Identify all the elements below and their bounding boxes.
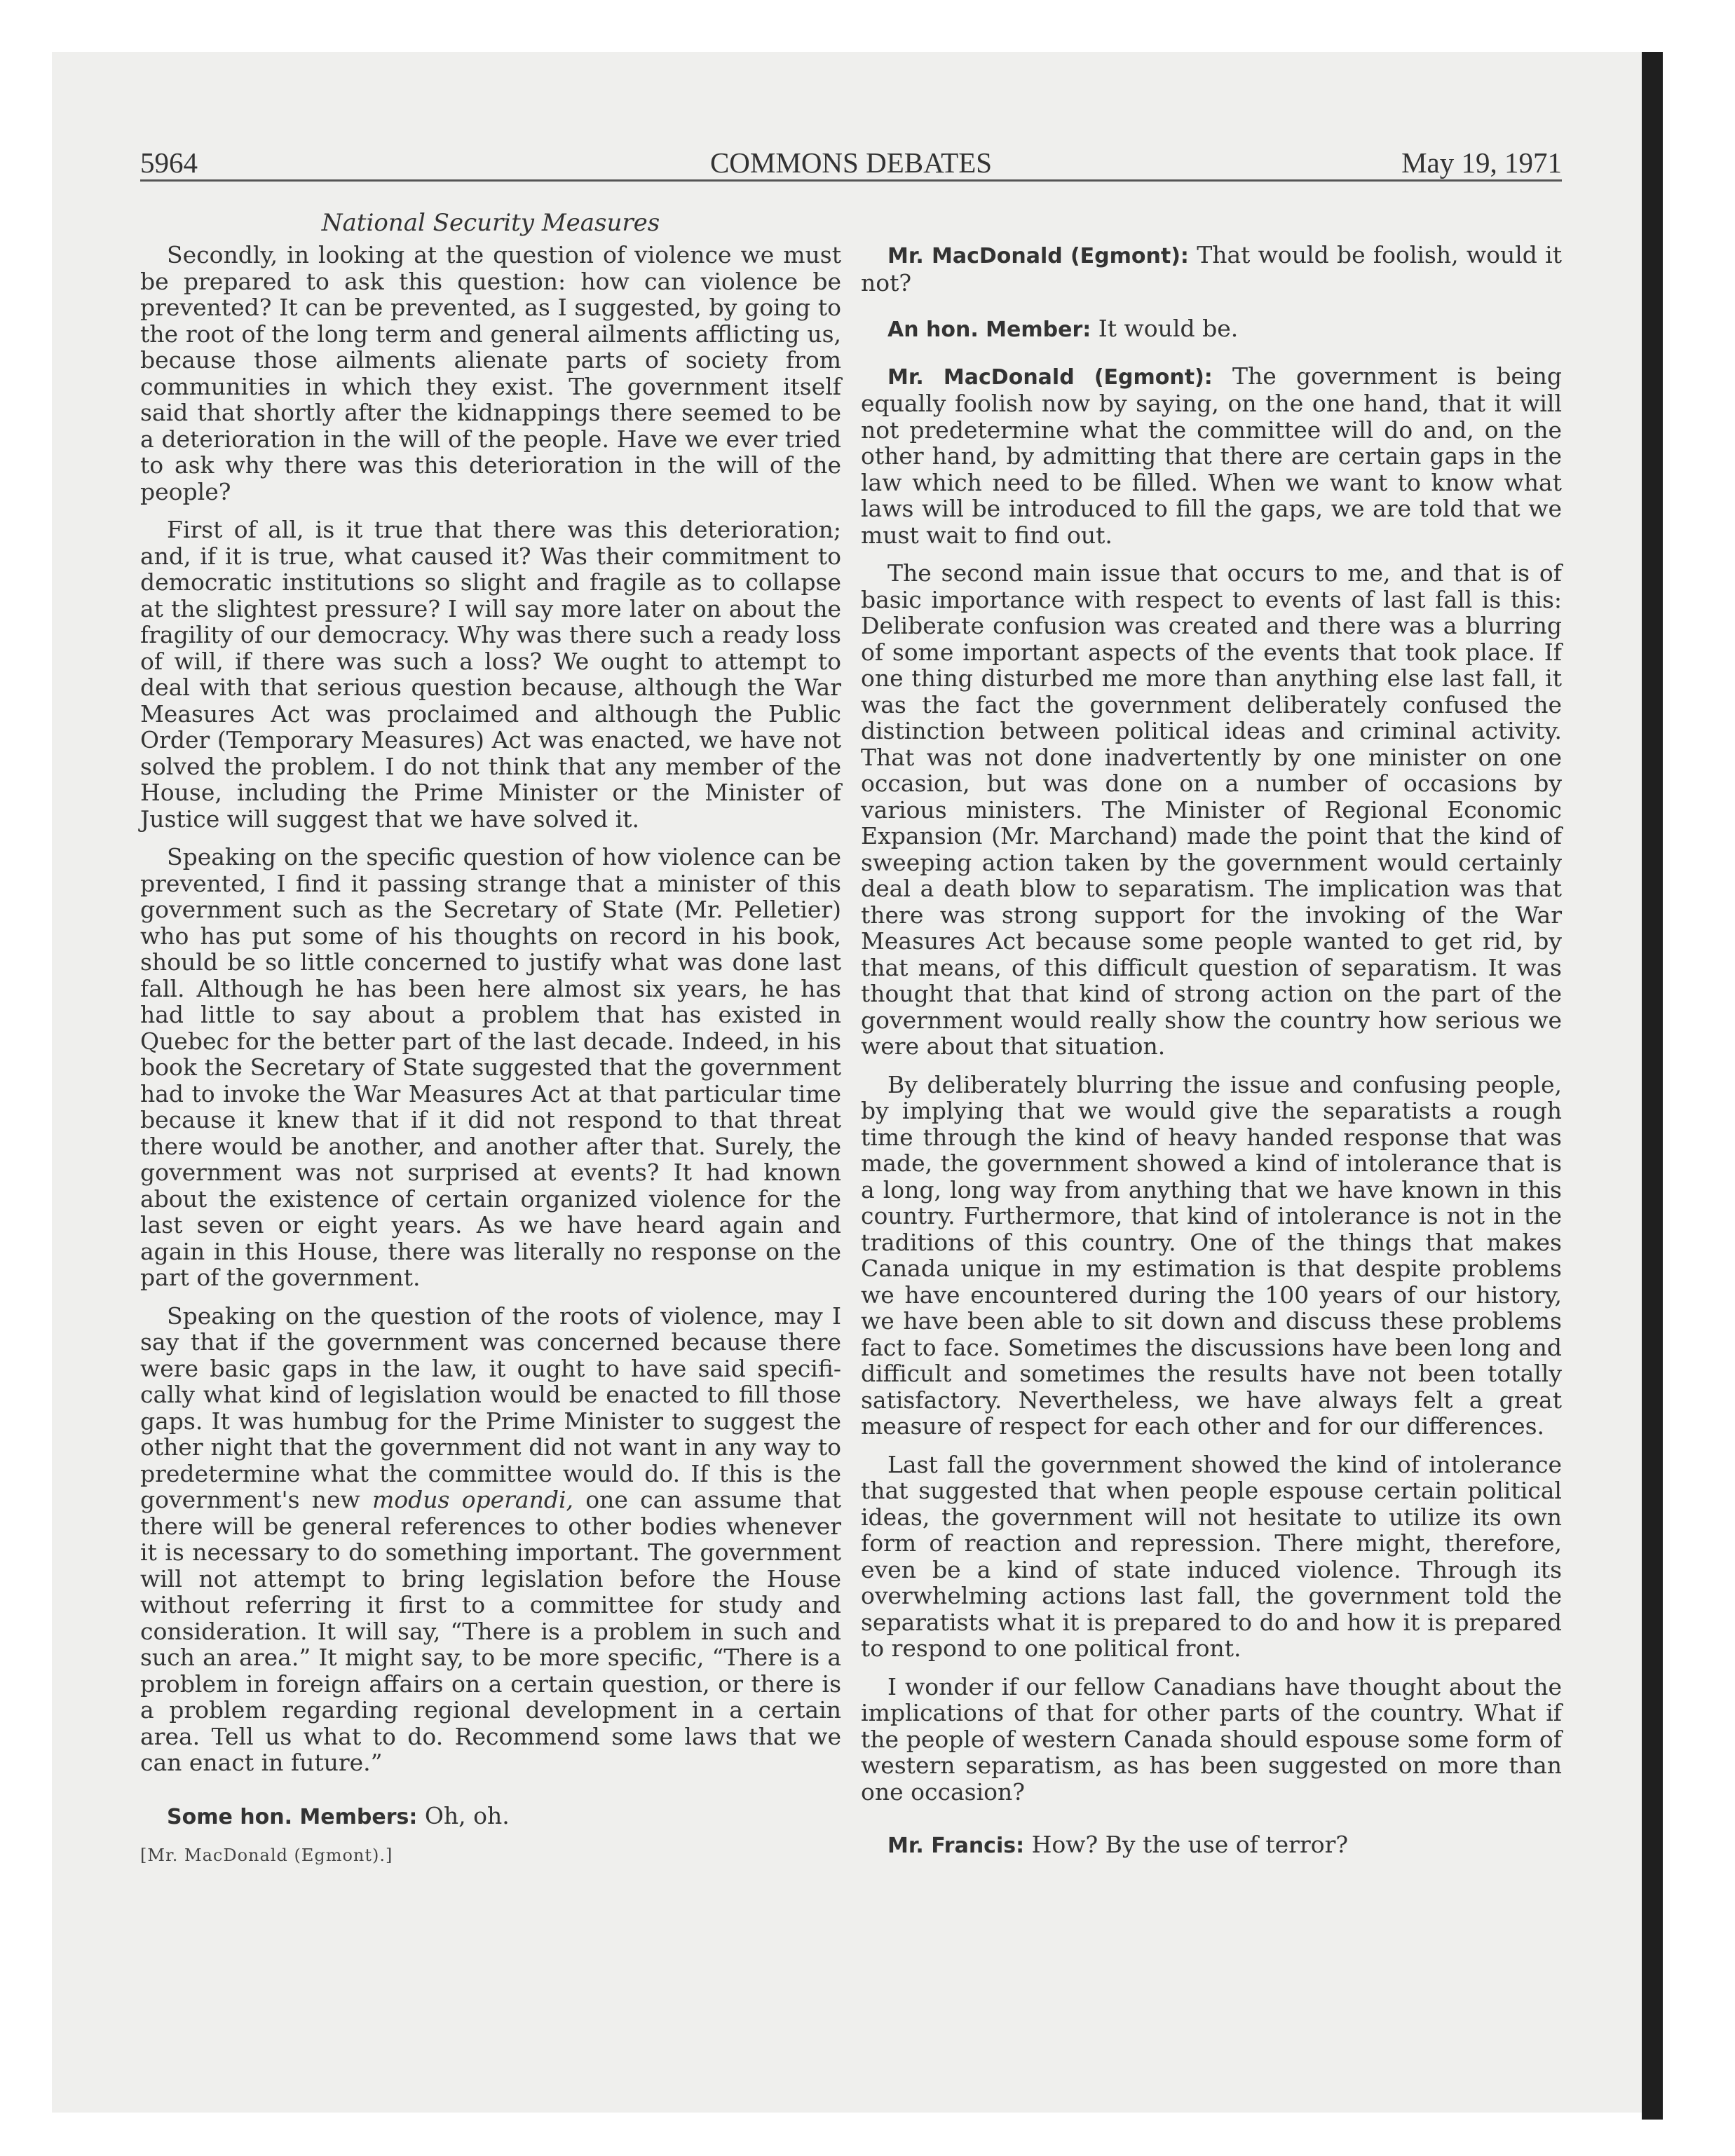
interjection — [861, 363, 1562, 549]
left-column — [140, 242, 841, 1869]
speech-text: How? By the use of terror? — [1031, 1831, 1349, 1858]
paragraph-text: one can assume that there will be general references to other bodies whenever it is necessary to do something important. The government will not attempt to bring legislation before the House without referring it first to a committee for study and consideration. It will say, “There is a problem in such and such an area.” It might say, to be more specific, “There is a problem in foreign affairs on a certain question, or there is a problem regarding regional development in a certain area. Tell us what to do. Recommend some laws that we can enact in future.” — [140, 1486, 841, 1776]
issue-date: May 19, 1971 — [1401, 146, 1562, 179]
speech-text: Oh, oh. — [424, 1801, 510, 1829]
speaker-attribution: [Mr. MacDonald (Egmont).] — [140, 1845, 393, 1865]
page-number: 5964 — [140, 146, 198, 179]
running-header — [140, 146, 1562, 182]
latin-phrase: modus operandi, — [372, 1486, 574, 1513]
interjection — [140, 1803, 841, 1831]
speech-text: It would be. — [1098, 315, 1239, 342]
paragraph: Last fall the government showed the kind of intolerance that suggested that when people espouse certain political ideas, the government will not hesitate to utilize its own form of reaction and repression. There might, therefore, even be a kind of state induced violence. Through its overwhelming actions last fall, the government told the separatists what it is prepared to do and how it is prepared to respond to one political front. — [861, 1450, 1562, 1662]
right-column — [861, 242, 1562, 1871]
speech-text: That would be foolish, would it not? — [861, 241, 1562, 296]
speaker-name: Mr. MacDonald (Egmont): — [887, 244, 1189, 268]
header-rule — [140, 179, 1562, 182]
interjection — [861, 242, 1562, 296]
paragraph — [140, 1303, 841, 1776]
paragraph: The second main issue that occurs to me, and that is of basic importance with respect to events of last fall is this: Deliberate confusion was created and there was a blurring of some important aspects of the events that took place. If one thing disturbed me more than anything else last fall, it was the fact the government deliberately confused the distinction between political ideas and criminal activity. That was not done inadvertently by one minister on one occasion, but was done on a number of occasions by various ministers. The Minister of Regional Economic Expansion (Mr. Marchand) made the point that the kind of sweeping action taken by the government would certainly deal a death blow to separatism. The implication was that there was strong support for the invoking of the War Measures Act because some people wanted to get rid, by that means, of this difficult question of separatism. It was thought that that kind of strong action on the part of the government would really show the country how serious we were about that situation. — [861, 559, 1562, 1060]
paragraph: Secondly, in looking at the question of violence we must be prepared to ask this question: how can violence be prevented? It can be prevented, as I suggested, by going to the root of the long term and general ailments afflicting us, because those ailments alienate parts of society from communities in which they exist. The government itself said that shortly after the kidnappings there seemed to be a deterioration in the will of the people. Have we ever tried to ask why there was this deterioration in the will of the people? — [140, 241, 841, 505]
paragraph: I wonder if our fellow Canadians have thought about the implications of that for other parts of the country. What if the people of western Canada should espouse some form of western separatism, as has been suggested on more than one occasion? — [861, 1672, 1562, 1806]
scan-edge-shadow — [1642, 52, 1663, 2120]
interjection — [861, 315, 1562, 343]
speech-text: The government is being equally foolish now by saying, on the one hand, that it will not predetermine what the committee will do and, on the other hand, by admitting that there are certain gaps in the law which need to be filled. When we want to know what laws will be introduced to fill the gaps, we are told that we must wait to find out. — [861, 362, 1562, 549]
section-heading: National Security Measures — [321, 209, 660, 237]
paragraph: First of all, is it true that there was this deterioration; and, if it is true, what caused it? Was their commitment to democratic institutions so slight and fragile as to collapse at the slightest pressure? I will say more later on about the fragility of our democracy. Why was there such a ready loss of will, if there was such a loss? We ought to attempt to deal with that serious question because, although the War Measures Act was proclaimed and although the Public Order (Temporary Measures) Act was enacted, we have not solved the problem. I do not think that any member of the House, including the Prime Minister or the Minister of Justice will suggest that we have solved it. — [140, 516, 841, 833]
publication-title: COMMONS DEBATES — [709, 146, 993, 179]
interjection — [861, 1831, 1562, 1860]
speaker-name: Mr. MacDonald (Egmont): — [887, 364, 1213, 390]
paragraph: By deliberately blurring the issue and confusing people, by implying that we would give the separatists a rough time through the kind of heavy handed response that was made, the government showed a kind of intolerance that is a long, long way from anything that we have known in this country. Furthermore, that kind of intolerance is not in the traditions of this country. One of the things that makes Canada unique in my estimation is that despite problems we have encountered during the 100 years of our history, we have been able to sit down and discuss these problems fact to face. Sometimes the discussions have been long and difficult and sometimes the results have not been totally satisfactory. Nevertheless, we have always felt a great measure of respect for each other and for our differences. — [861, 1070, 1562, 1440]
paragraph-text: Speaking on the question of the roots of violence, may I say that if the government was concerned because there were basic gaps in the law, it ought to have said specifically what kind of legislation would be enacted to fill those gaps. It was humbug for the Prime Minister to suggest the other night that the government did not want in any way to predetermine what the committee would do. If this is the government's new — [140, 1302, 841, 1513]
speaker-name: Some hon. Members: — [167, 1804, 418, 1829]
paragraph: Speaking on the specific question of how violence can be prevented, I find it passing strange that a minister of this government such as the Secretary of State (Mr. Pelletier) who has put some of his thoughts on record in his book, should be so little concerned to justify what was done last fall. Although he has been here almost six years, he has had little to say about a problem that has existed in Quebec for the better part of the last decade. Indeed, in his book the Secretary of State suggested that the government had to invoke the War Measures Act at that particular time because it knew that if it did not respond to that threat there would be another, and another after that. Surely, the government was not surprised at events? It had known about the existence of certain organized violence for the last seven or eight years. As we have heard again and again in this House, there was literally no response on the part of the government. — [140, 843, 841, 1291]
speaker-name: An hon. Member: — [887, 318, 1091, 342]
speaker-name: Mr. Francis: — [887, 1834, 1025, 1858]
